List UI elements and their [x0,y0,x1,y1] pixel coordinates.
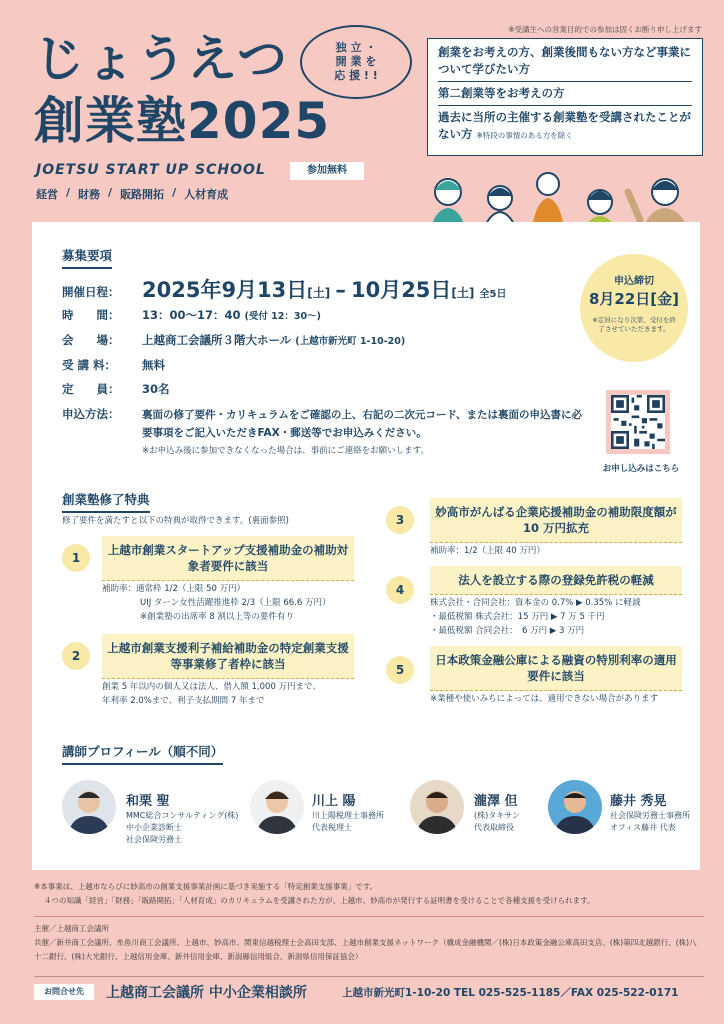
apply-note: ※お申込み後に参加できなくなった場合は、事前にご連絡をお願いします。 [142,446,429,456]
target-text: 過去に当所の主催する創業塾を受講されたことがない方 [438,110,691,141]
target-item: 第二創業等をお考えの方 [438,82,692,106]
time-value [142,307,321,323]
footer-note: ４つの知識「経営」「財務」「販路開拓」「人材育成」のカリキュラムを受講された方が、上越市、妙高市が発行する証明書を受けることで各種支援を受けられます。 [44,896,595,905]
lecturer-name: 和栗 聖 [126,794,170,809]
lecturer-name: 藤井 秀晃 [610,794,667,809]
benefit-number: 5 [386,656,414,684]
capacity-value: 30名 [142,382,170,396]
contact-org: 上越商工会議所 中小企業相談所 [106,985,307,1001]
lecturer-photo [548,780,602,834]
lecturer-name: 川上 陽 [312,794,356,809]
footer-divider [34,976,704,977]
recruit-heading: 募集要項 [62,246,112,269]
venue-main: 上越商工会議所３階大ホール [142,333,292,347]
date-start: 2025年9月13日 [142,278,308,302]
benefits-intro: 修了要件を満たすと以下の特典が取得できます。(裏面参照) [62,516,289,526]
host: 主催／上越商工会議所 [34,924,109,933]
benefit-detail: 補助率：通常枠 1/2（上限 50 万円） [102,584,246,594]
category-item: 人材育成 [184,188,229,201]
deadline-note: ※定員になり次第、受付を終了させていただきます。 [592,316,676,333]
target-note: ※特段の事情のある方を除く [476,131,573,140]
footer-note: ※本事業は、上越市ならびに妙高市の創業支援事業計画に基づき実施する「特定創業支援事業」です。 [34,882,378,891]
deadline-date: 8月22日[金] [588,290,680,308]
date-dash: – [335,278,346,302]
benefit-detail: 補助率：1/2（上限 40 万円） [430,546,545,556]
cohost: 共催／新井商工会議所、糸魚川商工会議所、上越市、妙高市、関東信越税理士会高田支部、上越市創業支援ネットワーク（構成金融機関／(株)日本政策金融公庫高田支店、(株)第四北越銀行、(株)八十二銀行、(株)大光銀行、上越信用金庫、新井信用金庫、新潟縣信用組合、新潟県信用保証協会） [34,938,697,961]
title-line2: 創業塾2025 [34,92,331,150]
category-item: 販路開拓 [120,188,165,201]
category-item: 財務 [78,188,101,201]
deadline-label: 申込締切 [614,276,654,287]
benefit-detail: 株式会社・合同会社：資本金の 0.7% ▶ 0.35% に軽減 [430,598,641,608]
category-separator: / [172,186,177,199]
benefit-title: 法人を設立する際の登録免許税の軽減 [430,566,682,595]
lecturer-name: 瀧澤 但 [474,794,518,809]
qr-code-icon [611,395,665,449]
category-separator: / [108,186,113,199]
fee-label: 受 講 料： [62,358,117,372]
benefit-detail: ※創業塾の出席率 8 割以上等の要件有り [140,612,294,622]
capacity-label: 定 員： [62,382,120,396]
lecturer-org: MMC総合コンサルティング(株) 中小企業診断士 社会保険労務士 [126,811,239,844]
benefit-number: 3 [386,506,414,534]
benefit-detail: ・最低税額 合同会社： 6 万円 ▶ 3 万円 [430,626,585,636]
lecturer-org: 川上陽税理士事務所 代表税理士 [312,811,384,832]
benefit-title: 妙高市がんばる企業応援補助金の補助限度額が 10 万円拡充 [430,498,682,543]
footer-notes [34,880,704,908]
venue-label: 会 場： [62,333,120,347]
date-end-dow: [土] [451,286,475,300]
benefit-detail: 年利率 2.0%まで、利子支払期間 7 年まで [102,696,265,706]
benefit-title: 日本政策金融公庫による融資の特別利率の適用要件に該当 [430,646,682,691]
speech-bubble [300,25,412,99]
contact-label: お問合せ先 [34,984,94,1000]
date-end: 10月25日 [350,278,452,302]
lecturer-photo [62,780,116,834]
benefit-number: 1 [62,544,90,572]
category-list [36,186,228,202]
date-start-dow: [土] [307,286,331,300]
fee-value: 無料 [142,358,165,372]
lecturers-heading: 講師プロフィール（順不同） [62,742,223,765]
qr-caption: お申し込みはこちら [602,464,680,474]
venue-value [142,332,405,348]
contact-info: 上越市新光町1-10-20 TEL 025-525-1185／FAX 025-522-0171 [342,987,679,999]
benefit-number: 2 [62,642,90,670]
target-item [438,106,692,147]
bubble-text: 独 立 ・ 開 業 を 応 援 ! ! [334,41,378,82]
title-line1: じょうえつ [34,30,288,88]
benefit-detail: ※業種や使いみちによっては、適用できない場合があります [430,694,659,704]
lecturer-photo [410,780,464,834]
benefit-title: 上越市創業支援利子補給補助金の特定創業支援等事業修了者枠に該当 [102,634,354,679]
benefit-detail: 創業 5 年以内の個人又は法人、借入額 1,000 万円まで、 [102,682,321,692]
lecturer-org: (株)タキサン 代表取締役 [474,811,520,832]
top-note: ※受講生への営業目的での参加は固くお断り申し上げます [508,25,702,34]
free-badge: 参加無料 [290,162,364,180]
time-note: (受付 12：30～) [244,311,321,322]
benefit-detail: ・最低税額 株式会社：15 万円 ▶ 7 万 5 千円 [430,612,605,622]
lecturer-org: 社会保険労務士事務所 オフィス藤井 代表 [610,811,690,832]
target-item: 創業をお考えの方、創業後間もない方など事業について学びたい方 [438,41,692,82]
time-label: 時 間： [62,308,120,322]
sessions-tag: 全5日 [479,289,507,300]
apply-value: 裏面の修了要件・カリキュラムをご確認の上、右記の二次元コード、または裏面の申込書に必要事項をご記入いただきFAX・郵送等でお申込みください。 [142,409,582,439]
english-subtitle: JOETSU START UP SCHOOL [36,162,266,178]
apply-label: 申込方法： [62,407,120,421]
category-item: 経営 [36,188,58,201]
benefit-detail: UIJ ターン女性活躍推進枠 2/3（上限 66.6 万円） [140,598,331,608]
benefit-number: 4 [386,576,414,604]
venue-addr: (上越市新光町 1-10-20) [295,336,406,347]
time-main: 13：00～17：40 [142,308,241,322]
benefit-title: 上越市創業スタートアップ支援補助金の補助対象者要件に該当 [102,536,354,581]
date-label: 開催日程： [62,285,120,299]
deadline-badge [580,254,688,362]
footer-divider [34,916,704,917]
date-value [142,274,506,304]
target-audience-box [427,38,703,156]
lecturer-photo [250,780,304,834]
benefits-heading: 創業塾修了特典 [62,490,150,513]
category-separator: / [66,186,71,199]
qr-code[interactable] [606,390,670,454]
sponsors [34,922,704,964]
